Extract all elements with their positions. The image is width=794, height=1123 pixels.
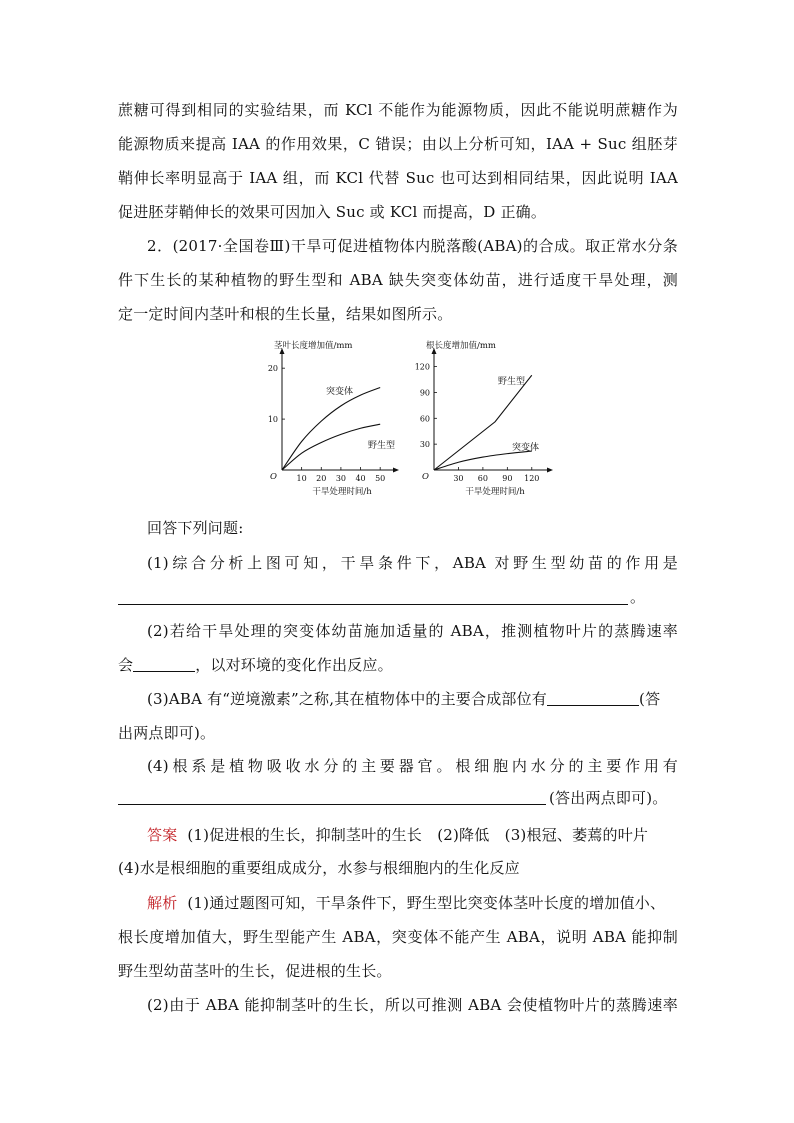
answer-blank-3[interactable] xyxy=(547,690,639,706)
series-line-2 xyxy=(282,424,380,470)
paragraph-line: 促进胚芽鞘伸长的效果可因加入 Suc 或 KCl 而提高，D 正确。 xyxy=(118,203,547,221)
root-growth-chart xyxy=(408,338,558,500)
question-2-pre: 会 xyxy=(118,656,134,674)
series-label-1: 野生型 xyxy=(498,377,526,387)
question-3-post: (答 xyxy=(639,690,661,708)
answer-text: (1)促进根的生长，抑制茎叶的生长 (2)降低 (3)根冠、萎蔫的叶片 xyxy=(187,826,649,844)
series-line-1 xyxy=(434,375,532,470)
y-tick-label: 120 xyxy=(414,362,430,372)
y-tick-label: 60 xyxy=(419,414,430,424)
questions-intro: 回答下列问题: xyxy=(147,519,244,537)
analysis-line xyxy=(147,893,678,913)
series-label-1: 突变体 xyxy=(326,387,354,397)
origin-label: O xyxy=(422,472,429,482)
x-axis-arrow xyxy=(393,468,399,473)
answer-blank-1[interactable] xyxy=(118,604,628,605)
question-3-pre: (3)ABA 有“逆境激素”之称,其在植物体中的主要合成部位有 xyxy=(147,690,548,708)
question-2-line2 xyxy=(118,655,678,675)
analysis-line3: 野生型幼苗茎叶的生长，促进根的生长。 xyxy=(118,962,392,980)
answer-label: 答案 xyxy=(147,826,178,844)
question-3-line xyxy=(147,689,678,709)
analysis-line4: (2)由于 ABA 能抑制茎叶的生长，所以可推测 ABA 会使植物叶片的蒸腾速率 xyxy=(147,996,678,1014)
question-2-line: (2)若给干旱处理的突变体幼苗施加适量的 ABA，推测植物叶片的蒸腾速率 xyxy=(147,622,678,640)
x-tick-label: 20 xyxy=(316,474,327,483)
x-tick-label: 50 xyxy=(375,474,386,483)
question-stem-line: 定一定时间内茎叶和根的生长量，结果如图所示。 xyxy=(118,305,453,323)
paragraph-line: 蔗糖可得到相同的实验结果，而 KCl 不能作为能源物质，因此不能说明蔗糖作为 xyxy=(118,101,678,119)
y-tick-label: 30 xyxy=(419,440,430,450)
question-1-text: (1)综合分析上图可知，干旱条件下，ABA 对野生型幼苗的作用是 xyxy=(147,554,678,572)
y-axis-label: 茎叶长度增加值/mm xyxy=(274,341,353,351)
series-label-2: 野生型 xyxy=(368,441,396,451)
question-4-post: (答出两点即可)。 xyxy=(549,789,668,807)
question-4-line: (4)根系是植物吸收水分的主要器官。根细胞内水分的主要作用有 xyxy=(147,757,678,775)
question-stem-line: 件下生长的某种植物的野生型和 ABA 缺失突变体幼苗，进行适度干旱处理，测 xyxy=(118,271,678,289)
x-tick-label: 40 xyxy=(355,474,366,483)
x-tick-label: 60 xyxy=(477,474,488,483)
paragraph-line: 能源物质来提高 IAA 的作用效果，C 错误；由以上分析可知，IAA + Suc 组胚芽 xyxy=(118,135,678,153)
series-label-2: 突变体 xyxy=(512,443,540,453)
x-tick-label: 30 xyxy=(335,474,347,483)
x-axis-arrow xyxy=(547,468,553,473)
question-3-line2: 出两点即可)。 xyxy=(118,724,216,742)
x-tick-label: 10 xyxy=(296,474,307,483)
answer-line xyxy=(147,825,678,845)
question-stem-line: 2．(2017·全国卷Ⅲ)干旱可促进植物体内脱落酸(ABA)的合成。取正常水分条 xyxy=(147,237,678,255)
paragraph-line: 鞘伸长率明显高于 IAA 组，而 KCl 代替 Suc 也可达到相同结果，因此说明 IAA xyxy=(118,169,678,187)
question-2-post: ，以对环境的变化作出反应。 xyxy=(195,656,393,674)
analysis-text: (1)通过题图可知，干旱条件下，野生型比突变体茎叶长度的增加值小、 xyxy=(187,894,666,912)
question-1-end: 。 xyxy=(630,588,646,606)
origin-label: O xyxy=(270,472,277,482)
analysis-line2: 根长度增加值大，野生型能产生 ABA，突变体不能产生 ABA，说明 ABA 能抑制 xyxy=(118,928,678,946)
answer-blank-2[interactable] xyxy=(133,656,195,672)
x-tick-label: 120 xyxy=(524,474,540,483)
answer-line2: (4)水是根细胞的重要组成成分，水参与根细胞内的生化反应 xyxy=(118,859,520,877)
answer-blank-4[interactable] xyxy=(118,804,546,805)
x-tick-label: 90 xyxy=(502,474,513,483)
x-axis-label: 干旱处理时间/h xyxy=(312,487,372,497)
stem-leaf-growth-chart xyxy=(258,338,408,500)
y-tick-label: 20 xyxy=(267,364,278,374)
y-tick-label: 90 xyxy=(419,388,430,398)
y-tick-label: 10 xyxy=(267,415,278,425)
y-axis-label: 根长度增加值/mm xyxy=(426,341,496,351)
analysis-label: 解析 xyxy=(147,894,178,912)
x-axis-label: 干旱处理时间/h xyxy=(465,487,525,497)
x-tick-label: 30 xyxy=(453,474,464,483)
